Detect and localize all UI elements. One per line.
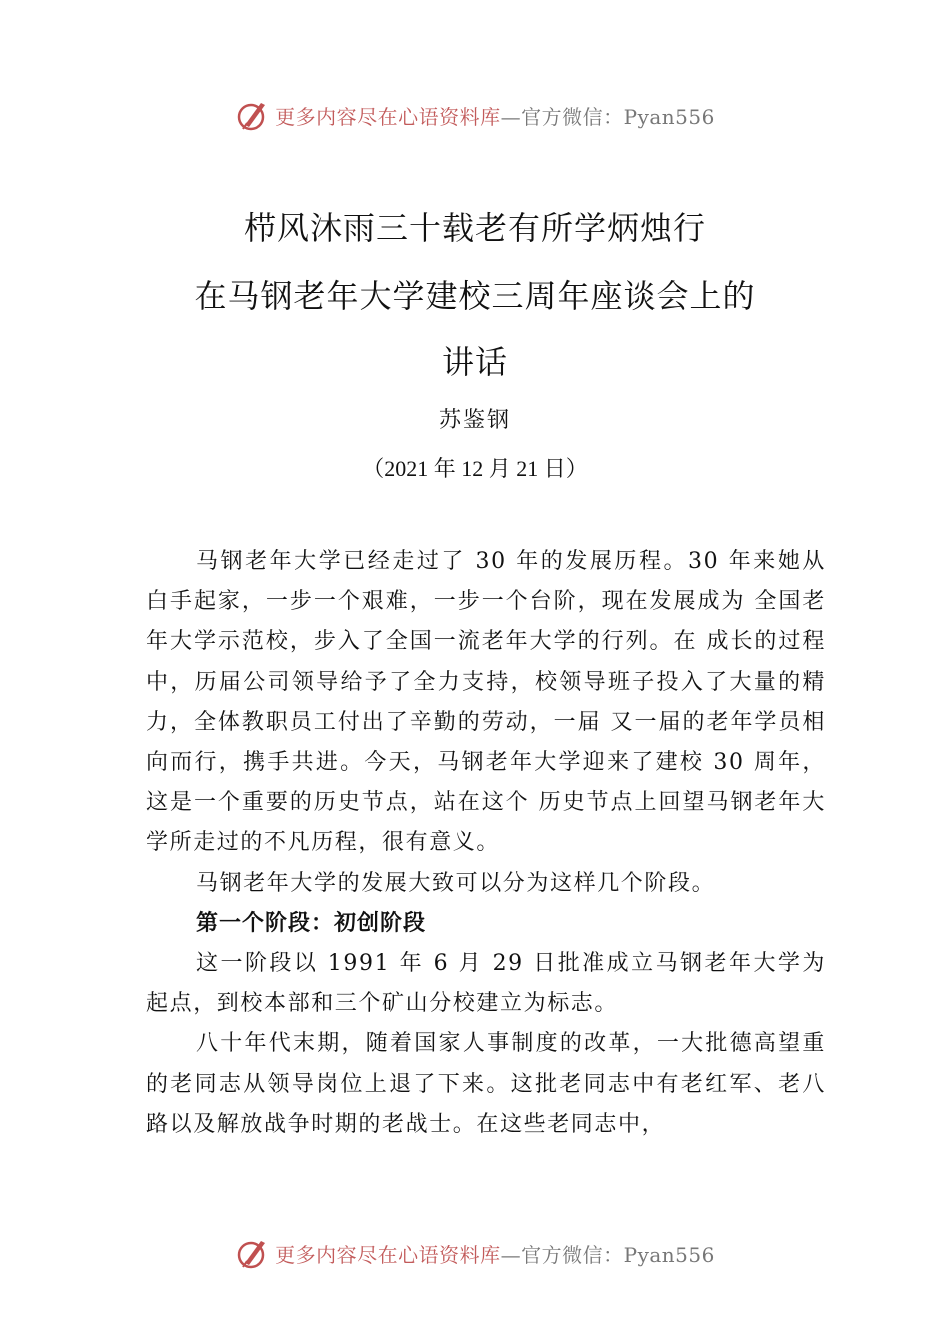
watermark-text: [275, 1239, 715, 1268]
paragraph-4: 八十年代末期，随着国家人事制度的改革，一大批德高望重的老同志从领导岗位上退了下来。这批老同志中有老红军、老八路以及解放战争时期的老战士。在这些老同志中，: [146, 1031, 826, 1137]
watermark-dash: —: [500, 104, 522, 129]
watermark-text-wx: 官方微信：Pyan556: [521, 104, 715, 129]
watermark-banner-top: [0, 95, 950, 135]
document-body: [146, 542, 826, 1145]
quill-pen-icon: [235, 97, 271, 133]
paragraph-3: 这一阶段以 1991 年 6 月 29 日批准成立马钢老年大学为起点，到校本部和三个矿山分校建立为标志。: [146, 951, 826, 1017]
author-name: 苏鉴钢: [438, 408, 511, 433]
paragraph-1: 马钢老年大学已经走过了 30 年的发展历程。30 年来她从白手起家，一步一个艰难，一步一个台阶，现在发展成为 全国老年大学示范校，步入了全国一流老年大学的行列。在 成长的过程中，历届公司领导给予了全力支持，校领导班子投入了大量的精力，全体教职员工付出了辛勤的劳动，一届 又一届的老年学员相向而行，携手共进。今天，马钢老年大学迎来了建校 30 周年，这是一个重要的历史节点，站在这个 历史节点上回望马钢老年大学所走过的不凡历程，很有意义。: [146, 549, 826, 856]
section-heading-1: 第一个阶段：初创阶段: [196, 910, 427, 936]
paragraph-2: 马钢老年大学的发展大致可以分为这样几个阶段。: [196, 870, 716, 896]
title-line-1: 栉风沐雨三十载老有所学炳烛行: [243, 209, 706, 247]
title-line-2: 在马钢老年大学建校三周年座谈会上的: [194, 277, 756, 315]
quill-pen-icon: [235, 1235, 271, 1271]
watermark-text-cn: 更多内容尽在心语资料库: [275, 104, 501, 129]
watermark-text: [275, 101, 715, 130]
title-line-3: 讲话: [441, 343, 508, 381]
watermark-text-wx: 官方微信：Pyan556: [521, 1242, 715, 1267]
speech-date: （2021 年 12 月 21 日）: [362, 456, 588, 481]
watermark-text-cn: 更多内容尽在心语资料库: [275, 1242, 501, 1267]
watermark-dash: —: [500, 1242, 522, 1267]
watermark-banner-bottom: [0, 1233, 950, 1273]
